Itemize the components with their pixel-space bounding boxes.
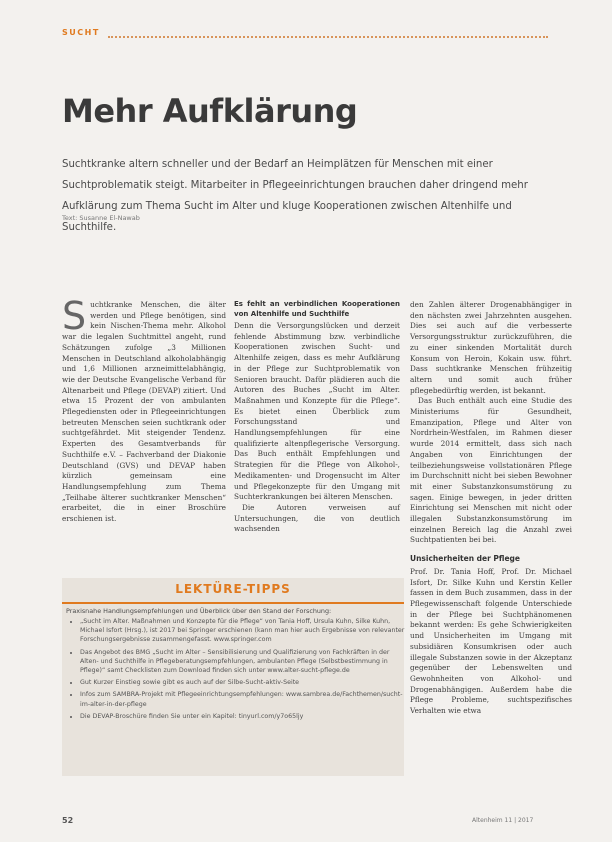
body-column-2	[234, 300, 400, 535]
reading-tips-list	[70, 617, 406, 724]
subheading-cooperation: Es fehlt an verbindlichen Kooperationen von Altenhilfe und Suchthilfe	[234, 300, 400, 318]
list-item: • Die DEVAP-Broschüre finden Sie unter ein Kapitel: tinyurl.com/y7o65ljy	[80, 712, 406, 721]
page-number: 52	[62, 816, 74, 825]
column-2-paragraph-2: Die Autoren verweisen auf Untersuchungen, die von deutlich wachsenden	[234, 502, 400, 534]
column-3-paragraph-1: den Zahlen älterer Drogenabhängiger in den nächsten zwei Jahrzehnten ausgehen. Dies sei auch auf die verbesserte Versorgungsstruktur zurückzuführen, die zu einer sinkenden Mortalität durch Konsum von Heroin, Kokain usw. führt. Dass suchtkranke Menschen frühzeitig altern und somit auch früher pflegebedürftig werden, ist bekannt.	[410, 300, 572, 395]
body-column-3	[410, 300, 572, 717]
list-item: • „Sucht im Alter. Maßnahmen und Konzepte für die Pflege“ von Tania Hoff, Ursula Kuhn, Silke Kuhn, Michael Isfort (Hrsg.), ist 2017 bei Springer erschienen (kann man hier auch Ergebnisse von relevanter Forschungsergebnisse zusammengefasst. www.springer.com	[80, 617, 406, 645]
article-title: Mehr Aufklärung	[62, 92, 358, 130]
list-item: • Infos zum SAMBRA-Projekt mit Pflegeeinrichtungsempfehlungen: www.sambrea.de/Fachthemen/sucht-im-alter-in-der-pflege	[80, 690, 406, 708]
column-3-paragraph-2: Das Buch enthält auch eine Studie des Ministeriums für Gesundheit, Emanzipation, Pflege und Alter von Nordrhein-Westfalen, im Rahmen dieser wurde 2014 ermittelt, dass sich nach Angaben von Einrichtungen der teilbeziehungsweise vollstationären Pflege im Durchschnitt nicht bei sieben Bewohner mit einer Substanzkonsumstörung zu sagen. Einige bewegen, in jeder dritten Einrichtung sei Menschen mit nicht oder illegalen Substanzkonsumstörung im einzelnen Bereich lag die Anzahl zwei Suchtpatienten bei bei.	[410, 396, 572, 545]
reading-tips-box	[62, 578, 404, 776]
body-column-1	[62, 294, 226, 525]
reading-tips-rule	[62, 602, 404, 604]
column-1-text: uchtkranke Menschen, die älter werden und Pflege benötigen, sind kein Nischen-Thema mehr. Alkohol war die legalen Suchtmittel angeht, rund Schätzungen zufolge „3 Millionen Menschen in Deutschland alkoholabhängig und 1,6 Millionen arzneimittelabhängig, wie der Deutsche Evangelische Verband für Altenarbeit und Pflege (DEVAP) zitiert. Und etwa 15 Prozent der von ambulanten Pflegediensten oder in Pflegeeinrichtungen betreuten Menschen seien suchtkrank oder suchtgefährdet. Mit steigender Tendenz. Experten des Gesamtverbands für Suchthilfe e.V. – Fachverband der Diakonie Deutschland (GVS) und DEVAP haben kürzlich gemeinsam eine Handlungsempfehlung zum Thema „Teilhabe älterer suchtkranker Menschen“ erarbeitet, die in einer Broschüre erschienen ist.	[62, 300, 226, 524]
article-lead: Suchtkranke altern schneller und der Bedarf an Heimplätzen für Menschen mit einer Suchtproblematik steigt. Mitarbeiter in Pflegeeinrichtungen brauchen daher dringend mehr Aufklärung zum Thema Sucht im Alter und kluge Kooperationen zwischen Altenhilfe und Suchthilfe.	[62, 159, 528, 233]
drop-cap: S	[62, 294, 87, 338]
section-label: SUCHT	[62, 28, 100, 37]
author-byline: Text: Susanne El-Nawab	[62, 214, 140, 222]
column-2-paragraph-1: Denn die Versorgungslücken und derzeit fehlende Abstimmung bzw. verbindliche Kooperationen zwischen Sucht- und Altenhilfe zeigen, dass es mehr Aufklärung in der Pflege zur Suchtproblematik von Senioren braucht. Dafür plädieren auch die Autoren des Buches „Sucht im Alter. Maßnahmen und Konzepte für die Pflege“. Es bietet einen Überblick zum Forschungsstand und Handlungsempfehlungen für eine qualifizierte altenpflegerische Versorgung. Das Buch enthält Empfehlungen und Strategien für die Pflege von Alkohol-, Medikamenten- und Drogensucht im Alter und Pflegekonzepte für den Umgang mit Suchterkrankungen bei älteren Menschen.	[234, 321, 400, 502]
reading-tips-title: LEKTÜRE-TIPPS	[175, 582, 291, 596]
dotted-rule	[108, 36, 548, 38]
subheading-uncertainty: Unsicherheiten der Pflege	[410, 554, 521, 564]
issue-footer: Altenheim 11 | 2017	[472, 817, 534, 824]
list-item: • Gut Kurzer Einstieg sowie gibt es auch auf der Silbe-Sucht-aktiv-Seite	[80, 678, 406, 687]
column-3-paragraph-3: Prof. Dr. Tania Hoff, Prof. Dr. Michael Isfort, Dr. Silke Kuhn und Kerstin Keller fassen in dem Buch zusammen, dass in der Pflegewissenschaft folgende Unterschiede in der Pflege bei Suchtphänomenen bekannt werden: Es gehe Schwierigkeiten und Unsicherheiten im Umgang mit subsidiären Konsumkrisen oder auch illegale Substanzen sowie in der Akzeptanz gegenüber der Lebenswelten und Gewohnheiten von Alkohol- und Drogenabhängigen. Außerdem habe die Pflege Probleme, suchtspezifisches Verhalten wie etwa	[410, 566, 572, 716]
reading-tips-intro: Praxisnahe Handlungsempfehlungen und Überblick über den Stand der Forschung:	[66, 607, 332, 615]
list-item: • Das Angebot des BMG „Sucht im Alter – Sensibilisierung und Qualifizierung von Fachkräften in der Alten- und Suchthilfe in Pflegeberatungsempfehlungen, ambulanten Pflege (Selbstbestimmung in Pflege)“ samt Checklisten zum Download finden sich unter www.alter-sucht-pflege.de	[80, 648, 406, 676]
